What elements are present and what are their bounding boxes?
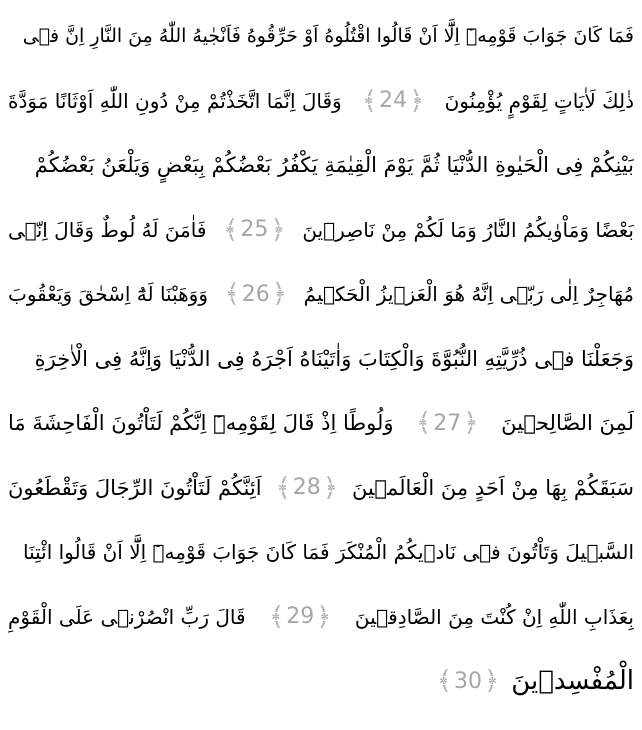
verse-text: بَعْضًا وَمَاْوٰيكُمُ النَّارُ وَمَا لَكُمْ مِنْ نَاصِرٖينَ	[302, 217, 634, 242]
ayah-number: 24	[379, 88, 408, 114]
ayah-number-marker	[219, 279, 293, 309]
verse-text: وَوَهَبْنَا لَهُٓ اِسْحٰقَ وَيَعْقُوبَ	[8, 282, 208, 307]
verse-text: وَلُوطًا اِذْ قَالَ لِقَوْمِه۪ٓ اِنَّكُمْ لَتَاْتُونَ الْفَاحِشَةَ مَا	[8, 411, 394, 436]
ornament-bracket-icon: ﴿	[483, 666, 500, 697]
text-line	[8, 520, 634, 585]
verse-text: سَبَقَكُمْ بِهَا مِنْ اَحَدٍ مِنَ الْعَالَمٖينَ	[352, 475, 634, 500]
ayah-number: 27	[433, 410, 462, 436]
ayah-number: 25	[240, 217, 269, 243]
ornament-bracket-icon: ﴾	[275, 472, 291, 503]
verse-text: فَاٰمَنَ لَهُ لُوطٌ وَقَالَ اِنّٖى	[8, 217, 207, 242]
text-line	[8, 456, 634, 521]
ornament-bracket-icon: ﴾	[436, 666, 452, 697]
verse-text: بَيْنِكُمْ فِى الْحَيٰوةِ الدُّنْيَا ثُمَّ يَوْمَ الْقِيٰمَةِ يَكْفُرُ بَعْضُكُمْ بِبَعْضٍ وَيَلْعَنُ بَعْضُكُمْ	[34, 153, 634, 178]
verse-text: الْمُفْسِدٖينَ	[511, 666, 634, 697]
verse-text: بِعَذَابِ اللّٰهِ اِنْ كُنْتَ مِنَ الصَّادِقٖينَ	[354, 604, 634, 629]
ornament-bracket-icon: ﴿	[270, 214, 286, 245]
text-line	[8, 649, 634, 714]
ayah-number-marker	[270, 473, 344, 503]
text-line	[8, 4, 634, 69]
ayah-number: 26	[241, 281, 270, 307]
ornament-bracket-icon: ﴾	[416, 408, 432, 439]
text-line	[8, 262, 634, 327]
verse-text: مُهَاجِرٌ اِلٰى رَبّٖى اِنَّهُ هُوَ الْعَزٖيزُ الْحَكٖيمُ	[303, 282, 634, 307]
ornament-bracket-icon: ﴾	[269, 601, 285, 632]
verse-text: لَمِنَ الصَّالِحٖينَ	[501, 411, 634, 436]
ayah-number-marker	[356, 86, 430, 116]
ayah-number-marker	[431, 666, 505, 696]
verse-text: وَقَالَ اِنَّمَا اتَّخَذْتُمْ مِنْ دُونِ اللّٰهِ اَوْثَانًا مَوَدَّةَ	[8, 88, 342, 113]
ayah-number-marker	[217, 215, 291, 245]
text-line	[8, 133, 634, 198]
verse-text: وَجَعَلْنَا فٖى ذُرِّيَّتِهِ النُّبُوَّةَ وَالْكِتَابَ وَاٰتَيْنَاهُ اَجْرَهُ فِى الدُّنْيَا وَاِنَّهُ فِى الْاٰخِرَةِ	[34, 346, 634, 371]
verse-text: ذٰلِكَ لَاٰيَاتٍ لِقَوْمٍ يُؤْمِنُونَ	[444, 88, 634, 113]
text-line	[8, 585, 634, 650]
ornament-bracket-icon: ﴾	[224, 279, 240, 310]
ornament-bracket-icon: ﴿	[271, 279, 288, 310]
ayah-number-marker	[410, 408, 484, 438]
ornament-bracket-icon: ﴿	[409, 85, 425, 116]
ornament-bracket-icon: ﴾	[361, 85, 378, 116]
text-line	[8, 391, 634, 456]
verse-text: اَئِنَّكُمْ لَتَاْتُونَ الرِّجَالَ وَتَقْطَعُونَ	[8, 475, 262, 500]
ornament-bracket-icon: ﴿	[322, 472, 339, 503]
ayah-number: 29	[286, 604, 315, 630]
ayah-number-marker	[263, 602, 337, 632]
text-line	[8, 198, 634, 263]
text-line	[8, 327, 634, 392]
ornament-bracket-icon: ﴾	[223, 214, 239, 245]
verse-text: فَمَا كَانَ جَوَابَ قَوْمِه۪ٓ اِلَّٓا اَنْ قَالُوا اقْتُلُوهُ اَوْ حَرِّقُوهُ فَاَنْجٰیهُ اللّٰهُ مِنَ النَّارِ اِنَّ فٖى	[22, 25, 634, 48]
ornament-bracket-icon: ﴿	[463, 408, 479, 439]
text-line	[8, 69, 634, 134]
verse-text: قَالَ رَبِّ انْصُرْنٖى عَلَى الْقَوْمِ	[8, 604, 246, 629]
ayah-number: 30	[453, 668, 482, 694]
ornament-bracket-icon: ﴿	[316, 601, 332, 632]
ayah-number: 28	[292, 475, 321, 501]
verse-text: السَّبٖيلَ وَتَاْتُونَ فٖى نَادٖيكُمُ الْمُنْكَرَ فَمَا كَانَ جَوَابَ قَوْمِه۪ٓ اِلَّٓا اَنْ قَالُوا ائْتِنَا	[22, 540, 634, 565]
